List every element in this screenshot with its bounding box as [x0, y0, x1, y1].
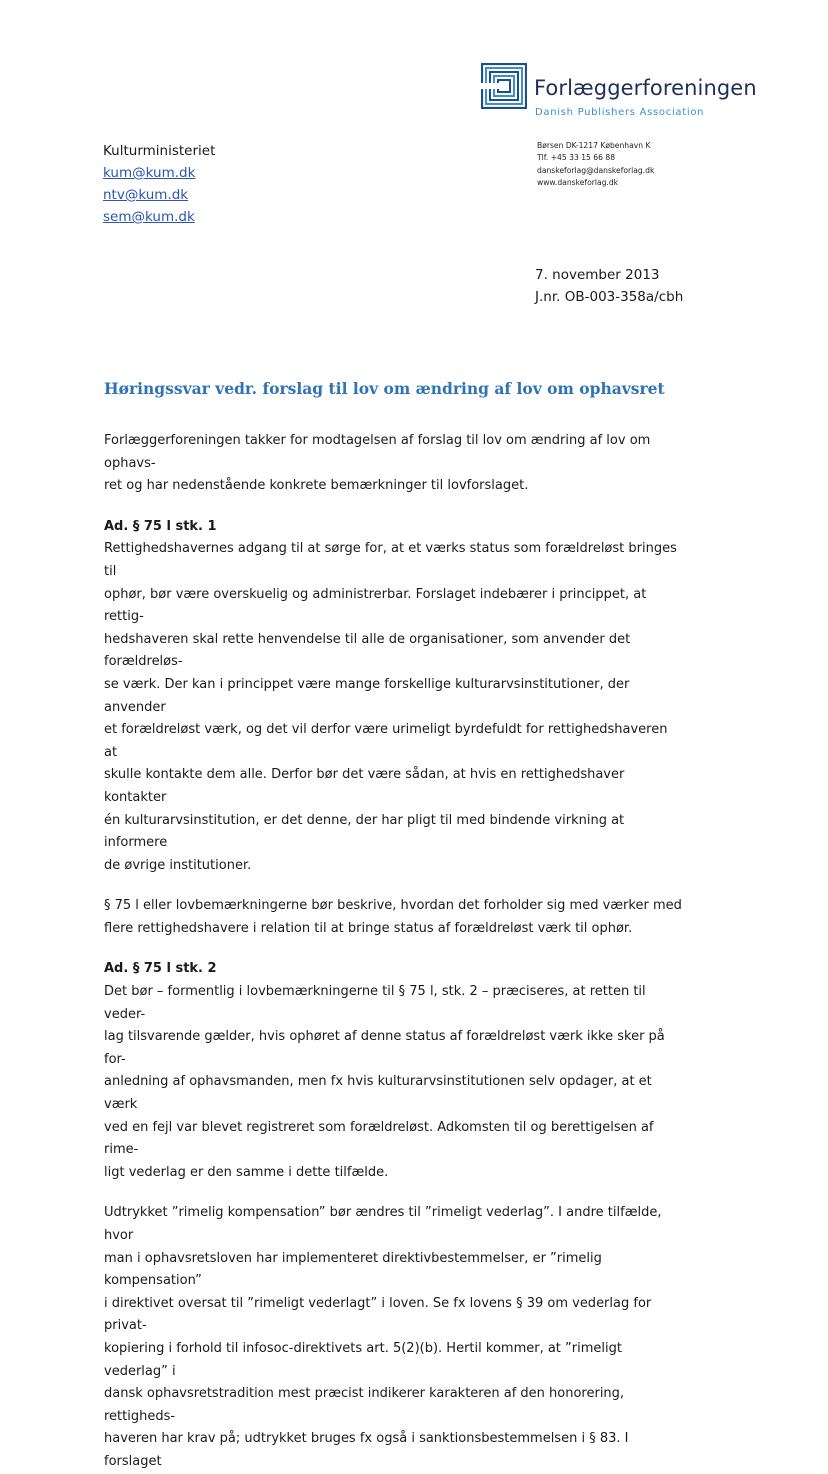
contact-address: Børsen DK-1217 København K — [537, 141, 651, 150]
sender-contact — [537, 140, 654, 189]
text-line: i direktivet oversat til ”rimeligt vederlagt” i loven. Se fx lovens § 39 om vederlag for privat- — [104, 1295, 652, 1334]
text-line: én kulturarvsinstitution, er det denne, der har pligt til med bindende virkning at informere — [104, 812, 625, 851]
publisher-logo-icon — [481, 63, 527, 109]
document-heading: Høringssvar vedr. forslag til lov om ændring af lov om ophavsret — [104, 379, 665, 398]
text-line: Udtrykket ”rimelig kompensation” bør ændres til ”rimeligt vederlag”. I andre tilfælde, hvor — [104, 1205, 662, 1243]
document-body — [104, 430, 684, 1474]
text-line: hedshaveren skal rette henvendelse til alle de organisationer, som anvender det forældreløs- — [104, 631, 631, 670]
text-line: haveren har krav på; udtrykket bruges fx også i sanktionsbestemmelsen i § 83. I forslaget — [104, 1431, 629, 1469]
recipient-block — [103, 140, 215, 228]
text-line: lag tilsvarende gælder, hvis ophøret af denne status af forældreløst værk ikke sker på for- — [104, 1029, 665, 1067]
section-title: Ad. § 75 l stk. 1 — [104, 518, 217, 534]
org-name: Forlæggerforeningen — [534, 76, 757, 100]
text-line: ophør, bør være overskuelig og administrerbar. Forslaget indebærer i princippet, at rettig- — [104, 586, 647, 625]
recipient-email-link[interactable]: kum@kum.dk — [103, 165, 196, 181]
recipient-email-link[interactable]: sem@kum.dk — [103, 209, 195, 225]
text-line: de øvrige institutioner. — [104, 857, 252, 873]
section1-paragraph2 — [104, 895, 684, 940]
section1-paragraph1 — [104, 538, 684, 877]
contact-phone: Tlf. +45 33 15 66 88 — [537, 153, 616, 163]
text-line: Det bør – formentlig i lovbemærkningerne til § 75 l, stk. 2 – præciseres, at retten til veder- — [104, 984, 646, 1022]
contact-email: danskeforlag@danskeforlag.dk — [537, 165, 655, 175]
date-block — [535, 264, 683, 308]
section2-paragraph2 — [104, 1202, 684, 1473]
text-line: anledning af ophavsmanden, men fx hvis kulturarvsinstitutionen selv opdager, at et værk — [104, 1074, 652, 1113]
recipient-name: Kulturministeriet — [103, 143, 216, 159]
text-line: ligt vederlag er den samme i dette tilfælde. — [104, 1164, 389, 1180]
text-line: dansk ophavsretstradition mest præcist indikerer karakteren af den honorering, rettigheds- — [104, 1386, 625, 1424]
contact-website: www.danskeforlag.dk — [537, 177, 619, 187]
text-line: Rettighedshavernes adgang til at sørge for, at et værks status som forældreløst bringes til — [104, 541, 677, 579]
section-title: Ad. § 75 l stk. 2 — [104, 961, 217, 977]
text-line: kopiering i forhold til infosoc-direktivets art. 5(2)(b). Hertil kommer, at ”rimeligt vederlag” i — [104, 1340, 622, 1379]
text-line: ved en fejl var blevet registreret som forældreløst. Adkomsten til og berettigelsen af rime- — [104, 1119, 654, 1158]
text-line: § 75 l eller lovbemærkningerne bør beskrive, hvordan det forholder sig med værker med — [104, 898, 682, 914]
text-line: skulle kontakte dem alle. Derfor bør det være sådan, at hvis en rettighedshaver kontakter — [104, 767, 625, 805]
text-line: man i ophavsretsloven har implementeret direktivbestemmelser, er ”rimelig kompensation” — [104, 1250, 602, 1289]
letter-date: 7. november 2013 — [535, 267, 660, 283]
recipient-email-link[interactable]: ntv@kum.dk — [103, 187, 189, 203]
section2-paragraph1 — [104, 981, 684, 1184]
journal-number: J.nr. OB-003-358a/cbh — [535, 289, 684, 305]
text-line: et forældreløst værk, og det vil derfor være urimeligt byrdefuldt for rettighedshaveren at — [104, 722, 668, 760]
org-subtitle: Danish Publishers Association — [535, 107, 705, 118]
text-line: flere rettighedshavere i relation til at bringe status af forældreløst værk til ophør. — [104, 920, 633, 936]
letterhead-logo — [481, 63, 771, 123]
text-line: ret og har nedenstående konkrete bemærkninger til lovforslaget. — [104, 478, 529, 494]
text-line: Forlæggerforeningen takker for modtagelsen af forslag til lov om ændring af lov om ophavs- — [104, 433, 651, 471]
intro-paragraph — [104, 430, 684, 498]
text-line: se værk. Der kan i princippet være mange forskellige kulturarvsinstitutioner, der anvender — [104, 676, 630, 715]
